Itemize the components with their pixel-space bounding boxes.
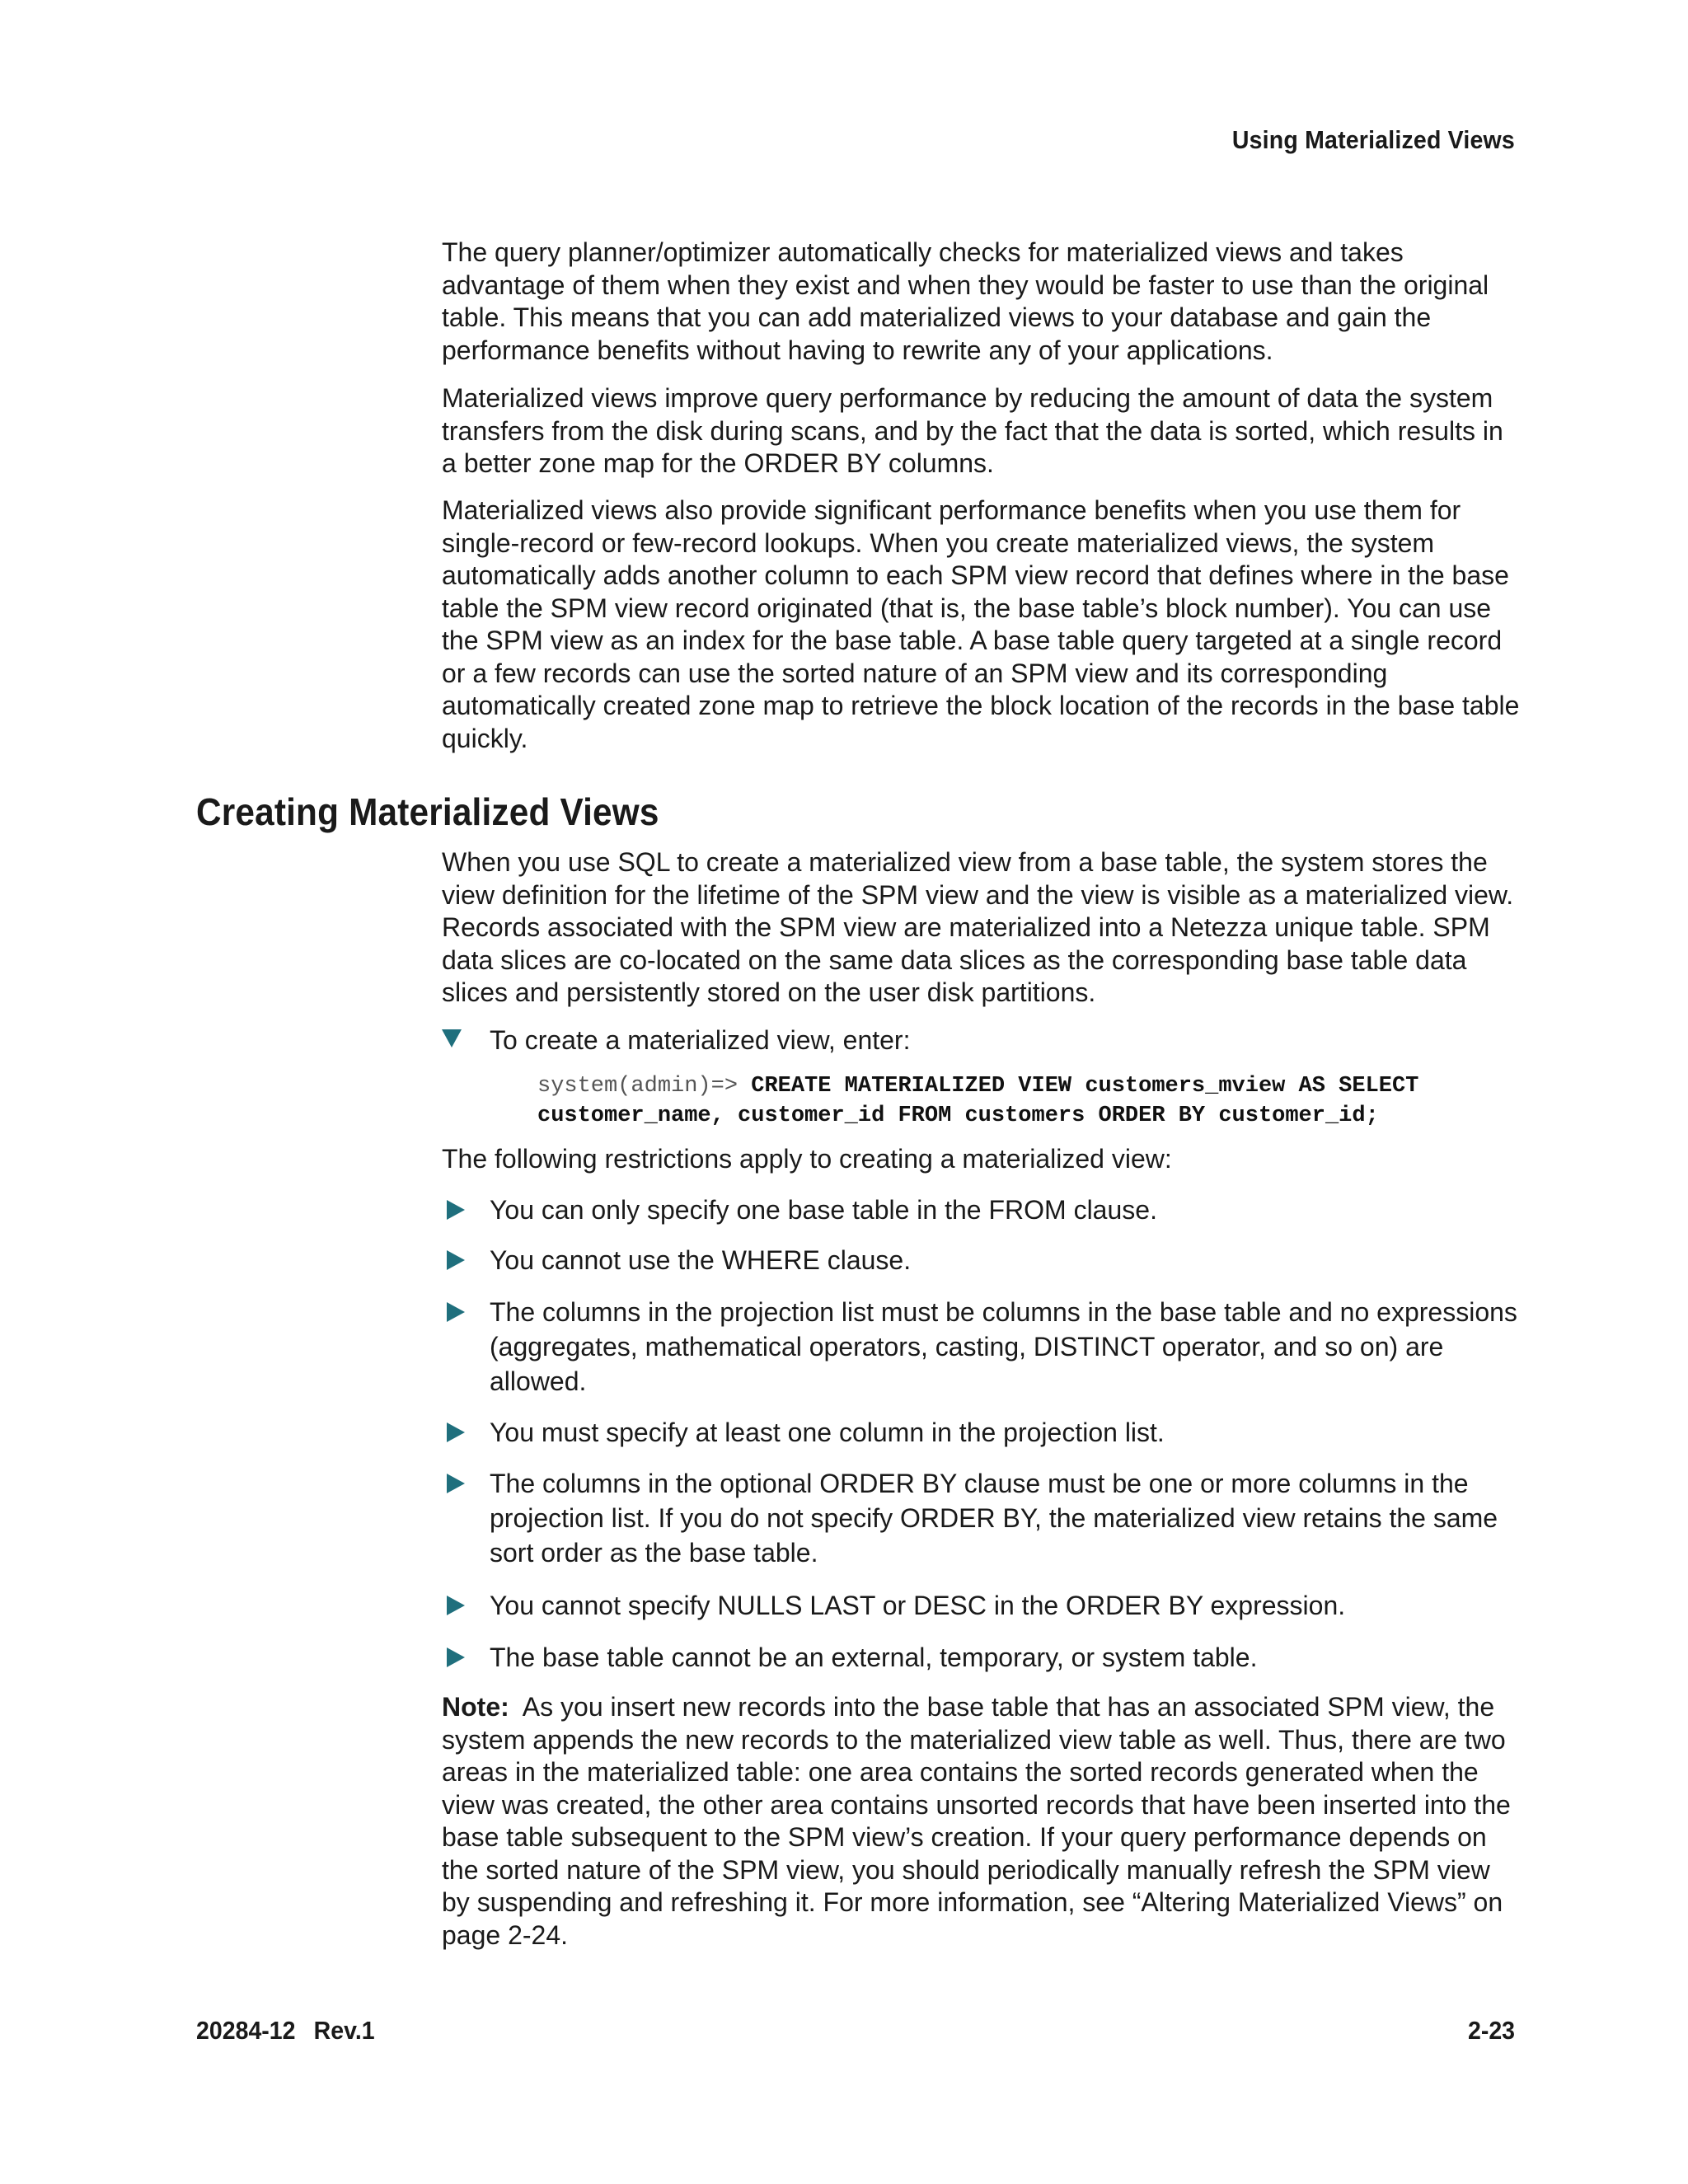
- triangle-right-icon: [447, 1250, 465, 1270]
- restriction-text: You cannot specify NULLS LAST or DESC in the ORDER BY expression.: [490, 1591, 1346, 1620]
- intro-paragraph-2: Materialized views improve query performance by reducing the amount of data the system transfers from the disk during scans, and by the fact that the data is sorted, which results in a better zone map for the ORDER BY columns.: [442, 383, 1503, 478]
- note-label: Note:: [442, 1692, 509, 1722]
- restriction-text: The columns in the optional ORDER BY clause must be one or more columns in the projection list. If you do not specify ORDER BY, the materialized view retains the same sort order as the base table.: [490, 1469, 1498, 1568]
- code-prompt: system(admin)=>: [537, 1074, 738, 1099]
- restriction-text: You can only specify one base table in the FROM clause.: [490, 1195, 1157, 1225]
- restriction-text: The base table cannot be an external, temporary, or system table.: [490, 1643, 1258, 1672]
- restriction-text: You must specify at least one column in the projection list.: [490, 1418, 1165, 1447]
- section-paragraph: When you use SQL to create a materialized view from a base table, the system stores the view definition for the lifetime of the SPM view and the view is visible as a materialized view. Records associated with the SPM view are materialized into a Netezza unique table. SPM data slices are co-located on the same data slices as the corresponding base table data slices and persistently stored on the user disk partitions.: [442, 847, 1514, 1007]
- restriction-item: [442, 1193, 1522, 1227]
- triangle-right-icon: [447, 1647, 465, 1667]
- footer-page-number: 2-23: [1467, 2016, 1515, 2045]
- code-command-line-2: customer_name, customer_id FROM customers ORDER BY customer_id;: [537, 1104, 1379, 1128]
- footer-revision: Rev.1: [313, 2016, 375, 2045]
- triangle-down-icon: [442, 1029, 462, 1047]
- footer-doc-id: [196, 2016, 393, 2046]
- restriction-item: [442, 1466, 1522, 1570]
- intro-paragraph-1: The query planner/optimizer automatically checks for materialized views and takes advantage of them when they exist and when they would be faster to use than the original table. This means that you can add materialized views to your database and gain the performance benefits without having to rewrite any of your applications.: [442, 237, 1489, 365]
- running-head-title: Using Materialized Views: [1231, 125, 1515, 154]
- triangle-right-icon: [447, 1596, 465, 1615]
- triangle-right-icon: [447, 1302, 465, 1322]
- restriction-text: You cannot use the WHERE clause.: [490, 1245, 912, 1275]
- footer-doc-number: 20284-12: [196, 2016, 296, 2045]
- restrictions-intro: The following restrictions apply to creating a materialized view:: [442, 1144, 1172, 1174]
- restriction-item: [442, 1588, 1522, 1623]
- restriction-item: [442, 1243, 1522, 1277]
- code-command-line-1: CREATE MATERIALIZED VIEW customers_mview AS SELECT: [751, 1074, 1419, 1099]
- restriction-item: [442, 1295, 1522, 1399]
- procedure-step-text: To create a materialized view, enter:: [490, 1025, 911, 1055]
- section-heading: Creating Materialized Views: [196, 790, 659, 833]
- triangle-right-icon: [447, 1474, 465, 1493]
- restriction-item: [442, 1640, 1522, 1675]
- code-example: [537, 1071, 1543, 1131]
- triangle-right-icon: [447, 1422, 465, 1442]
- triangle-right-icon: [447, 1200, 465, 1220]
- intro-paragraph-3: Materialized views also provide significant performance benefits when you use them for single-record or few-record lookups. When you create materialized views, the system automatically adds another column to each SPM view record that defines where in the base table the SPM view record originated (that is, the base table’s block number). You can use the SPM view as an index for the base table. A base table query targeted at a single record or a few records can use the sorted nature of an SPM view and its corresponding automatically created zone map to retrieve the block location of the records in the base table quickly.: [442, 495, 1520, 753]
- restriction-text: The columns in the projection list must be columns in the base table and no expressions (aggregates, mathematical operators, casting, DISTINCT operator, and so on) are allowed.: [490, 1297, 1517, 1396]
- restriction-item: [442, 1415, 1522, 1450]
- note-paragraph: [442, 1691, 1522, 1952]
- note-text: As you insert new records into the base table that has an associated SPM view, the system appends the new records to the materialized view table as well. Thus, there are two areas in the materialized table: one area contains the sorted records generated when the view was created, the other area contains unsorted records that have been inserted into the base table subsequent to the SPM view’s creation. If your query performance depends on the sorted nature of the SPM view, you should periodically manually refresh the SPM view by suspending and refreshing it. For more information, see “Altering Materialized Views” on page 2-24.: [442, 1692, 1511, 1950]
